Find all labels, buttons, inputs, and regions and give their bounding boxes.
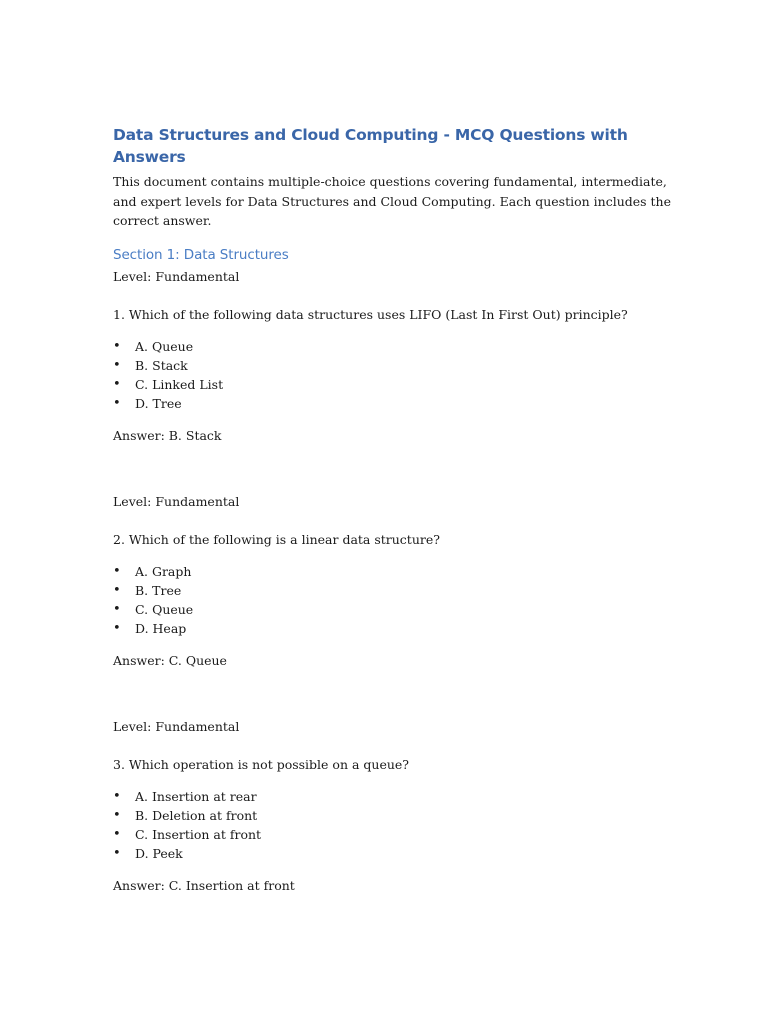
question-spacer (113, 670, 673, 715)
question-block (113, 492, 673, 670)
option-label: B. Stack (135, 357, 188, 373)
option-label: D. Peek (135, 845, 183, 861)
option-item (113, 844, 673, 863)
document-title: Data Structures and Cloud Computing - MCQ Questions with Answers (113, 126, 628, 166)
question-block (113, 267, 673, 445)
option-label: C. Insertion at front (135, 826, 262, 842)
option-label: A. Graph (135, 563, 192, 579)
option-item (113, 787, 673, 806)
answer-text: Answer: B. Stack (113, 427, 222, 443)
option-item (113, 619, 673, 638)
option-item (113, 581, 673, 600)
question-level: Level: Fundamental (113, 718, 240, 734)
bullet-icon: • (113, 376, 121, 392)
document-intro: This document contains multiple-choice questions covering fundamental, intermediate, and expert levels for Data Structures and Cloud Computing. Each question includes the correct answer. (113, 174, 672, 228)
options-list (113, 562, 673, 638)
question-text: 1. Which of the following data structures uses LIFO (Last In First Out) principle? (113, 306, 628, 322)
answer-text: Answer: C. Queue (113, 652, 227, 668)
answer-text: Answer: C. Insertion at front (113, 877, 295, 893)
question-text: 3. Which operation is not possible on a queue? (113, 756, 410, 772)
bullet-icon: • (113, 601, 121, 617)
option-label: D. Heap (135, 620, 187, 636)
option-item (113, 562, 673, 581)
bullet-icon: • (113, 620, 121, 636)
option-label: A. Queue (135, 338, 194, 354)
option-item (113, 806, 673, 825)
bullet-icon: • (113, 563, 121, 579)
question-spacer (113, 445, 673, 490)
option-label: C. Linked List (135, 376, 224, 392)
bullet-icon: • (113, 357, 121, 373)
options-list (113, 337, 673, 413)
option-label: C. Queue (135, 601, 194, 617)
bullet-icon: • (113, 807, 121, 823)
option-label: D. Tree (135, 395, 182, 411)
document-content (113, 124, 673, 895)
question-level: Level: Fundamental (113, 268, 240, 284)
bullet-icon: • (113, 338, 121, 354)
bullet-icon: • (113, 582, 121, 598)
bullet-icon: • (113, 845, 121, 861)
option-item (113, 825, 673, 844)
option-item (113, 356, 673, 375)
options-list (113, 787, 673, 863)
option-item (113, 394, 673, 413)
option-item (113, 337, 673, 356)
option-label: B. Deletion at front (135, 807, 258, 823)
bullet-icon: • (113, 826, 121, 842)
option-label: B. Tree (135, 582, 182, 598)
section-heading: Section 1: Data Structures (113, 246, 289, 263)
option-item (113, 375, 673, 394)
bullet-icon: • (113, 395, 121, 411)
option-label: A. Insertion at rear (135, 788, 257, 804)
bullet-icon: • (113, 788, 121, 804)
option-item (113, 600, 673, 619)
question-level: Level: Fundamental (113, 493, 240, 509)
question-block (113, 717, 673, 895)
question-text: 2. Which of the following is a linear data structure? (113, 531, 440, 547)
